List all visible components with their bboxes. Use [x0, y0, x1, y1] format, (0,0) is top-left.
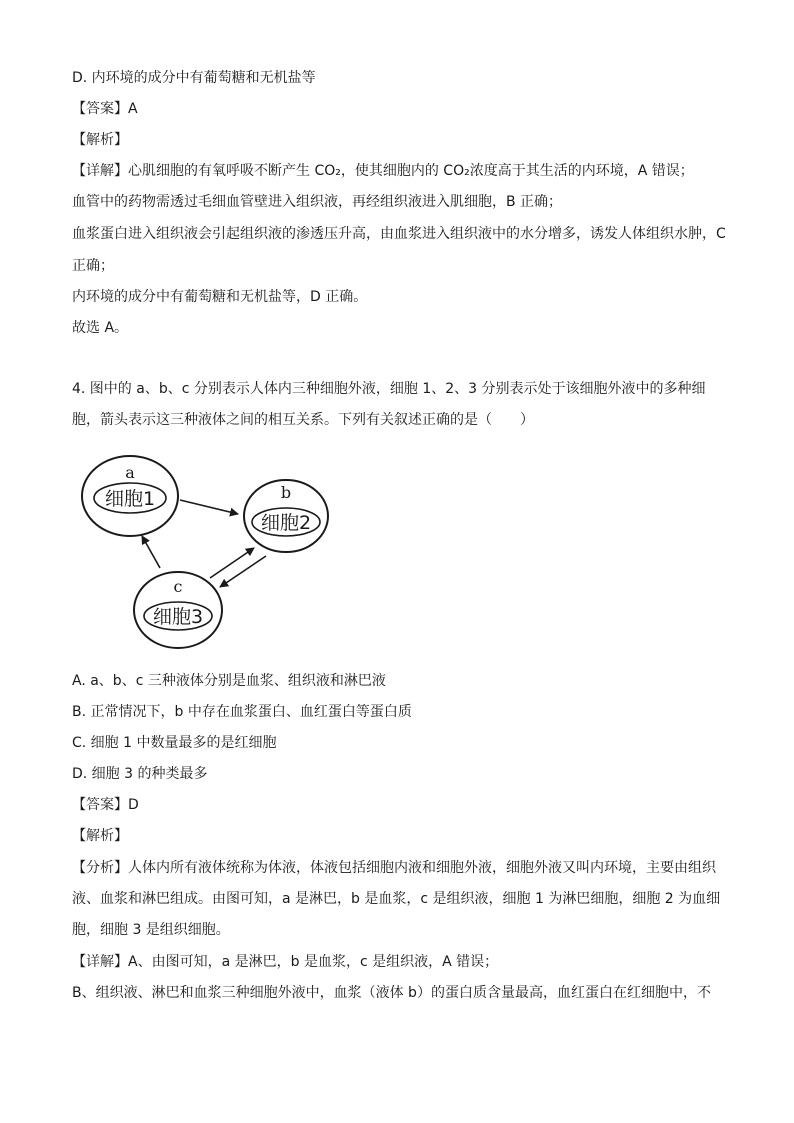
q4-detail-2: B、组织液、淋巴和血浆三种细胞外液中，血浆（液体 b）的蛋白质含量最高，血红蛋白在红细胞中，不 — [72, 985, 711, 1001]
fluid-c-label: c — [173, 577, 183, 596]
q4-fenxi-1: 【分析】人体内所有液体统称为体液，体液包括细胞内液和细胞外液，细胞外液又叫内环境，主要由组织 — [72, 860, 716, 876]
arrow-c-to-b — [210, 548, 254, 578]
q4-stem-1: 4. 图中的 a、b、c 分别表示人体内三种细胞外液，细胞 1、2、3 分别表示处于该细胞外液中的多种细 — [72, 381, 706, 397]
q4-fenxi-2: 液、血浆和淋巴组成。由图可知，a 是淋巴，b 是血浆，c 是组织液，细胞 1 为淋巴细胞，细胞 2 为血细 — [72, 891, 721, 907]
q4-option-c: C. 细胞 1 中数量最多的是红细胞 — [72, 735, 277, 751]
fluid-b-label: b — [280, 483, 292, 502]
q4-fenxi-3: 胞，细胞 3 是组织细胞。 — [72, 922, 230, 938]
prev-detail-4: 内环境的成分中有葡萄糖和无机盐等，D 正确。 — [72, 289, 368, 305]
q4-analysis: 【解析】 — [72, 828, 128, 844]
q4-detail-1: 【详解】A、由图可知，a 是淋巴，b 是血浆，c 是组织液，A 错误； — [72, 954, 499, 970]
arrow-a-to-b — [180, 500, 238, 514]
prev-detail-2: 血管中的药物需透过毛细血管壁进入组织液，再经组织液进入肌细胞，B 正确； — [72, 194, 563, 210]
prev-detail-1: 【详解】心肌细胞的有氧呼吸不断产生 CO₂，使其细胞内的 CO₂浓度高于其生活的内环境，A 错误； — [72, 163, 694, 179]
prev-detail-3b: 正确； — [72, 258, 114, 274]
q4-stem-2: 胞，箭头表示这三种液体之间的相互关系。下列有关叙述正确的是（ ） — [72, 412, 534, 428]
body-fluid-diagram — [70, 448, 340, 658]
prev-analysis: 【解析】 — [72, 132, 128, 148]
cell-3-label: 细胞3 — [152, 606, 204, 628]
arrow-b-to-c — [220, 556, 266, 587]
q4-answer: 【答案】D — [72, 797, 139, 813]
cell-2-label: 细胞2 — [260, 512, 312, 534]
cell-1-label: 细胞1 — [104, 488, 156, 510]
fluid-a-label: a — [125, 463, 135, 482]
arrow-c-to-a — [142, 536, 160, 568]
prev-option-d: D. 内环境的成分中有葡萄糖和无机盐等 — [72, 70, 316, 86]
body-fluid-diagram-svg — [70, 448, 340, 658]
prev-conclusion: 故选 A。 — [72, 320, 129, 336]
prev-detail-3a: 血浆蛋白进入组织液会引起组织液的渗透压升高，由血浆进入组织液中的水分增多，诱发人体组织水肿，C — [72, 226, 726, 242]
prev-answer: 【答案】A — [72, 101, 138, 117]
q4-option-b: B. 正常情况下，b 中存在血浆蛋白、血红蛋白等蛋白质 — [72, 704, 412, 720]
q4-option-d: D. 细胞 3 的种类最多 — [72, 766, 208, 782]
q4-option-a: A. a、b、c 三种液体分别是血浆、组织液和淋巴液 — [72, 673, 386, 689]
